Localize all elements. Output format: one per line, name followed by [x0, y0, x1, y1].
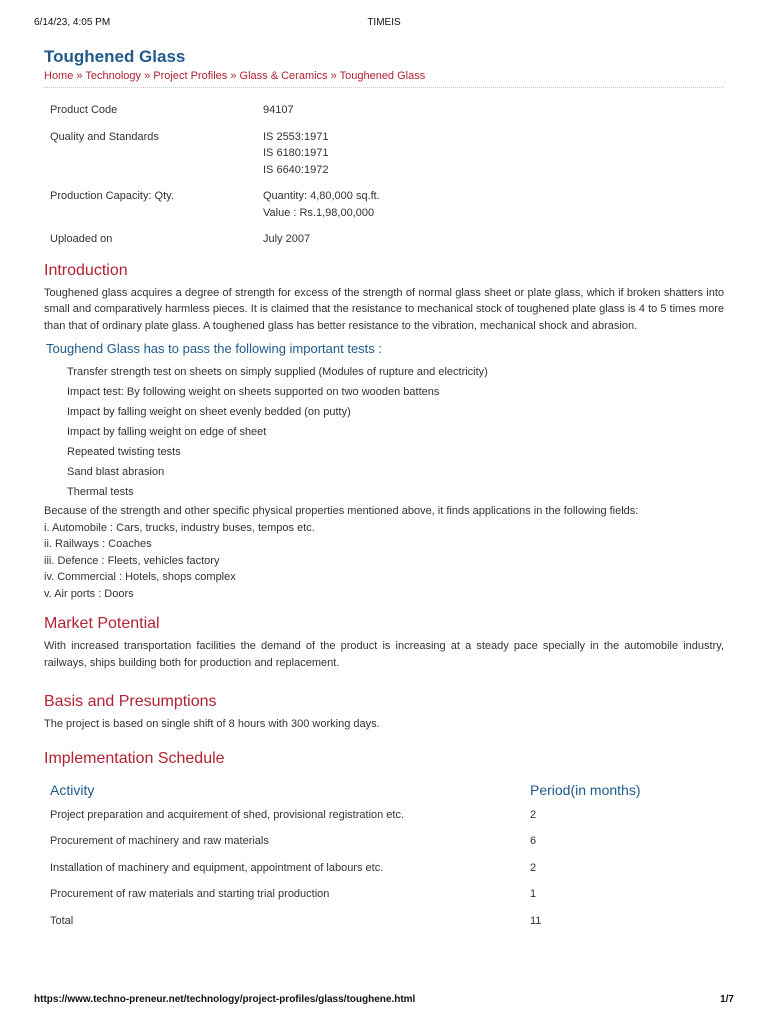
section-heading-basis: Basis and Presumptions — [44, 693, 217, 710]
tests-heading: Toughend Glass has to pass the following important tests : — [46, 341, 383, 356]
table-row — [44, 807, 724, 834]
spec-row-quality — [44, 129, 724, 189]
breadcrumb-home[interactable]: Home — [44, 70, 74, 82]
table-row — [44, 886, 724, 913]
breadcrumb-separator: » — [330, 70, 337, 82]
spec-label: Quality and Standards — [50, 130, 159, 143]
list-item: Repeated twisting tests — [67, 446, 181, 458]
breadcrumb-glass-ceramics[interactable]: Glass & Ceramics — [239, 70, 328, 82]
breadcrumb-separator: » — [230, 70, 237, 82]
tests-list — [44, 362, 724, 502]
page-title: Toughened Glass — [44, 47, 186, 66]
print-site-title: TIMEIS — [367, 17, 401, 28]
spec-label: Production Capacity: Qty. — [50, 190, 174, 202]
schedule-period: 1 — [530, 888, 537, 900]
spec-value-line: IS 6180:1971 — [263, 147, 329, 159]
spec-row-capacity — [44, 188, 724, 231]
list-item: Impact test: By following weight on sheets supported on two wooden battens — [67, 386, 440, 398]
title-divider — [44, 87, 724, 88]
list-item: Thermal tests — [67, 486, 134, 498]
list-item: ii. Railways : Coaches — [44, 538, 152, 550]
spec-value-line: IS 6640:1972 — [263, 163, 329, 176]
list-item: v. Air ports : Doors — [44, 587, 134, 600]
list-item: iv. Commercial : Hotels, shops complex — [44, 571, 236, 583]
breadcrumb — [44, 69, 724, 83]
schedule-activity: Project preparation and acquirement of shed, provisional registration etc. — [50, 808, 405, 821]
schedule-activity: Installation of machinery and equipment, appointment of labours etc. — [50, 861, 384, 874]
breadcrumb-separator: » — [76, 70, 83, 82]
section-heading-introduction: Introduction — [44, 261, 128, 279]
schedule-period: 11 — [530, 914, 542, 927]
schedule-period: 2 — [530, 861, 537, 874]
spec-value-line: July 2007 — [263, 233, 311, 245]
print-page-number: 1/7 — [720, 994, 734, 1005]
section-heading-schedule: Implementation Schedule — [44, 749, 225, 767]
schedule-activity: Total — [50, 914, 74, 927]
schedule-activity: Procurement of machinery and raw materials — [50, 835, 269, 847]
applications-block — [44, 503, 724, 602]
column-header-period: Period(in months) — [530, 781, 641, 798]
breadcrumb-project-profiles[interactable]: Project Profiles — [153, 70, 228, 82]
list-item: i. Automobile : Cars, trucks, industry buses, tempos etc. — [44, 521, 315, 534]
spec-value — [257, 129, 724, 189]
breadcrumb-separator: » — [144, 70, 151, 82]
table-row-total — [44, 913, 724, 940]
spec-value — [257, 102, 724, 129]
spec-row-product-code — [44, 102, 724, 129]
print-header — [34, 17, 734, 31]
list-item: iii. Defence : Fleets, vehicles factory — [44, 554, 220, 567]
spec-value-line: Quantity: 4,80,000 sq.ft. — [263, 190, 380, 202]
print-footer — [34, 994, 734, 1008]
column-header-activity: Activity — [50, 781, 95, 798]
table-row — [44, 860, 724, 887]
list-item: Impact by falling weight on edge of sheet — [67, 426, 267, 438]
print-url: https://www.techno-preneur.net/technology/project-profiles/glass/toughene.html — [34, 994, 416, 1005]
spec-value — [257, 188, 724, 231]
spec-label: Uploaded on — [50, 233, 113, 245]
section-heading-market-potential: Market Potential — [44, 615, 160, 632]
spec-value-line: IS 2553:1971 — [263, 130, 329, 143]
schedule-period: 2 — [530, 808, 537, 821]
list-item: Transfer strength test on sheets on simply supplied (Modules of rupture and electricity) — [67, 366, 488, 378]
schedule-table — [44, 775, 724, 940]
schedule-activity: Procurement of raw materials and starting trial production — [50, 888, 330, 900]
spec-row-uploaded — [44, 231, 724, 258]
market-potential-text: With increased transportation facilities the demand of the product is increasing at a steady pace specially in the automobile industry, railways, ships building both for production and replacement. — [44, 640, 724, 669]
spec-value — [257, 231, 724, 258]
spec-table — [44, 102, 724, 258]
spec-value-line: 94107 — [263, 104, 294, 116]
schedule-period: 6 — [530, 835, 537, 847]
basis-text: The project is based on single shift of 8 hours with 300 working days. — [44, 718, 380, 730]
print-date: 6/14/23, 4:05 PM — [34, 17, 111, 28]
introduction-text: Toughened glass acquires a degree of strength for excess of the strength of normal glass sheet or plate glass, which if broken shatters into small and comparatively harmless pieces. It is claimed that the resistance to mechanical stock of toughened plate glass is 4 to 5 times more than that of ordinary plate glass. A toughened glass has better resistance to the vibration, mechanical shock and abrasion. — [44, 286, 724, 332]
applications-intro: Because of the strength and other specific physical properties mentioned above, it finds applications in the following fields: — [44, 505, 639, 517]
spec-label: Product Code — [50, 104, 118, 116]
page-content — [44, 46, 724, 939]
spec-value-line: Value : Rs.1,98,00,000 — [263, 206, 375, 219]
schedule-header-row — [44, 775, 724, 807]
breadcrumb-toughened-glass[interactable]: Toughened Glass — [339, 70, 426, 82]
breadcrumb-technology[interactable]: Technology — [85, 70, 142, 82]
table-row — [44, 833, 724, 860]
list-item: Impact by falling weight on sheet evenly bedded (on putty) — [67, 406, 351, 418]
list-item: Sand blast abrasion — [67, 466, 165, 478]
